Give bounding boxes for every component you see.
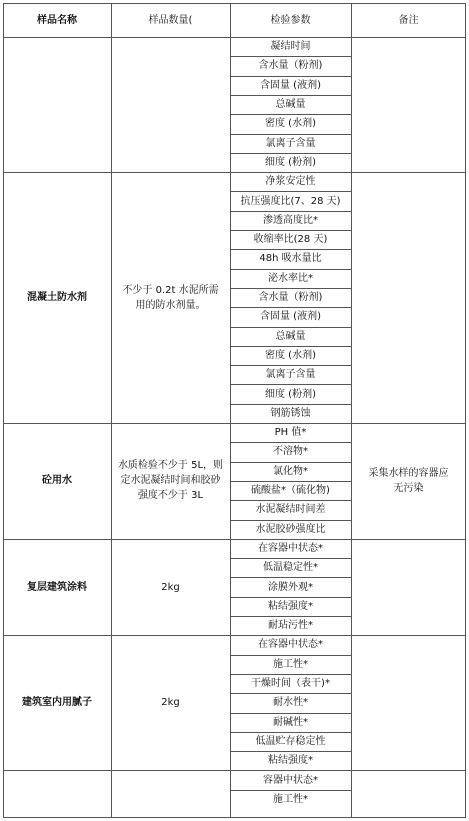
test-parameter-cell: 粘结强度* bbox=[268, 755, 313, 767]
test-parameter-cell: 48h 吸水量比 bbox=[259, 253, 322, 265]
parameter-row-divider bbox=[230, 751, 351, 752]
parameter-row-divider bbox=[230, 520, 351, 521]
test-parameter-cell: 抗压强度比(7、28 天) bbox=[240, 195, 341, 207]
test-parameter-cell: 氯化物* bbox=[273, 465, 308, 477]
parameter-row-divider bbox=[230, 230, 351, 231]
parameter-row-divider bbox=[230, 365, 351, 366]
parameter-row-divider bbox=[230, 56, 351, 57]
remarks-cell bbox=[355, 770, 462, 818]
test-parameter-cell: 耐碱性* bbox=[273, 716, 308, 728]
inspection-table bbox=[3, 3, 466, 818]
test-parameter-cell: 凝结时间 bbox=[270, 41, 311, 53]
parameter-row-divider bbox=[230, 558, 351, 559]
parameter-row-divider bbox=[230, 577, 351, 578]
test-parameter-cell: 总碱量 bbox=[275, 99, 306, 111]
parameter-row-divider bbox=[230, 288, 351, 289]
sample-quantity-cell: 水质检验不少于 5L，则 定水泥凝结时间和胶砂 强度不少于 3L bbox=[117, 460, 224, 502]
parameter-row-divider bbox=[230, 384, 351, 385]
test-parameter-cell: 细度 (粉剂) bbox=[265, 388, 316, 400]
test-parameter-cell: 密度 (水剂) bbox=[265, 118, 316, 130]
test-parameter-cell: 干燥时间（表干)* bbox=[251, 678, 330, 690]
test-parameter-cell: 耐水性* bbox=[273, 697, 308, 709]
parameter-row-divider bbox=[230, 500, 351, 501]
test-parameter-cell: 耐玷污性* bbox=[268, 620, 313, 632]
sample-name-cell: 复层建筑涂料 bbox=[27, 581, 87, 593]
parameter-row-divider bbox=[230, 616, 351, 617]
sample-name-cell: 砼用水 bbox=[42, 475, 72, 487]
parameter-row-divider bbox=[230, 732, 351, 733]
sample-quantity-cell bbox=[115, 770, 226, 818]
test-parameter-cell: 含固量 (液剂) bbox=[260, 79, 321, 91]
parameter-row-divider bbox=[230, 211, 351, 212]
test-parameter-cell: 含水量（粉剂) bbox=[258, 292, 323, 304]
parameter-row-divider bbox=[230, 269, 351, 270]
remarks-cell: 采集水样的容器应 无污染 bbox=[368, 467, 449, 494]
parameter-row-divider bbox=[230, 597, 351, 598]
parameter-row-divider bbox=[230, 249, 351, 250]
sample-quantity-cell: 不少于 0.2t 水泥所需 用的防水剂量。 bbox=[122, 284, 219, 311]
table-top-border bbox=[3, 3, 466, 4]
parameter-row-divider bbox=[230, 481, 351, 482]
parameter-row-divider bbox=[230, 790, 351, 791]
parameter-row-divider bbox=[230, 191, 351, 192]
test-parameter-cell: 容器中状态* bbox=[263, 774, 318, 786]
test-parameter-cell: PH 值* bbox=[274, 427, 307, 439]
test-parameter-cell: 在容器中状态* bbox=[258, 639, 323, 651]
parameter-row-divider bbox=[230, 114, 351, 115]
column-divider bbox=[351, 3, 352, 818]
table-right-border bbox=[465, 3, 466, 818]
test-parameter-cell: 密度 (水剂) bbox=[265, 349, 316, 361]
remarks-cell bbox=[355, 635, 462, 770]
parameter-row-divider bbox=[230, 76, 351, 77]
sample-quantity-cell bbox=[115, 37, 226, 172]
test-parameter-cell: 不溶物* bbox=[273, 446, 308, 458]
sample-name-cell bbox=[3, 770, 111, 818]
test-parameter-cell: 水泥胶砂强度比 bbox=[255, 523, 326, 535]
header-test-parameters: 检验参数 bbox=[270, 14, 311, 26]
test-parameter-cell: 水泥凝结时间差 bbox=[255, 504, 326, 516]
parameter-row-divider bbox=[230, 674, 351, 675]
parameter-row-divider bbox=[230, 95, 351, 96]
parameter-row-divider bbox=[230, 655, 351, 656]
parameter-row-divider bbox=[230, 346, 351, 347]
test-parameter-cell: 总碱量 bbox=[275, 330, 306, 342]
test-parameter-cell: 涂膜外观* bbox=[268, 581, 313, 593]
parameter-row-divider bbox=[230, 327, 351, 328]
test-parameter-cell: 泌水率比* bbox=[268, 272, 313, 284]
test-parameter-cell: 含水量（粉剂) bbox=[258, 60, 323, 72]
parameter-row-divider bbox=[230, 134, 351, 135]
test-parameter-cell: 收缩率比(28 天) bbox=[253, 234, 328, 246]
test-parameter-cell: 氯离子含量 bbox=[265, 369, 316, 381]
parameter-row-divider bbox=[230, 153, 351, 154]
parameter-row-divider bbox=[230, 307, 351, 308]
test-parameter-cell: 含固量 (液剂) bbox=[260, 311, 321, 323]
parameter-row-divider bbox=[230, 693, 351, 694]
test-parameter-cell: 施工性* bbox=[273, 658, 308, 670]
parameter-row-divider bbox=[230, 442, 351, 443]
test-parameter-cell: 在容器中状态* bbox=[258, 542, 323, 554]
column-divider bbox=[111, 3, 112, 818]
test-parameter-cell: 细度 (粉剂) bbox=[265, 156, 316, 168]
header-sample-quantity: 样品数量( bbox=[148, 14, 193, 26]
sample-name-cell bbox=[3, 37, 111, 172]
parameter-row-divider bbox=[230, 713, 351, 714]
sample-quantity-cell: 2kg bbox=[161, 697, 180, 709]
remarks-cell bbox=[355, 539, 462, 636]
column-divider bbox=[230, 3, 231, 818]
sample-name-cell: 混凝土防水剂 bbox=[27, 292, 87, 304]
header-remarks: 备注 bbox=[398, 14, 419, 26]
test-parameter-cell: 钢筋锈蚀 bbox=[270, 407, 311, 419]
test-parameter-cell: 低温贮存稳定性 bbox=[255, 735, 326, 747]
test-parameter-cell: 低温稳定性* bbox=[263, 562, 318, 574]
test-parameter-cell: 渗透高度比* bbox=[263, 214, 318, 226]
test-parameter-cell: 粘结强度* bbox=[268, 600, 313, 612]
test-parameter-cell: 施工性* bbox=[273, 793, 308, 805]
remarks-cell bbox=[355, 172, 462, 423]
test-parameter-cell: 氯离子含量 bbox=[265, 137, 316, 149]
parameter-row-divider bbox=[230, 462, 351, 463]
sample-name-cell: 建筑室内用腻子 bbox=[22, 697, 92, 709]
table-bottom-border bbox=[3, 817, 466, 818]
test-parameter-cell: 硫酸盐*（硫化物) bbox=[251, 485, 330, 497]
parameter-row-divider bbox=[230, 404, 351, 405]
remarks-cell bbox=[355, 37, 462, 172]
table-left-border bbox=[3, 3, 4, 818]
header-sample-name: 样品名称 bbox=[37, 14, 77, 26]
sample-quantity-cell: 2kg bbox=[161, 581, 180, 593]
test-parameter-cell: 净浆安定性 bbox=[265, 176, 316, 188]
